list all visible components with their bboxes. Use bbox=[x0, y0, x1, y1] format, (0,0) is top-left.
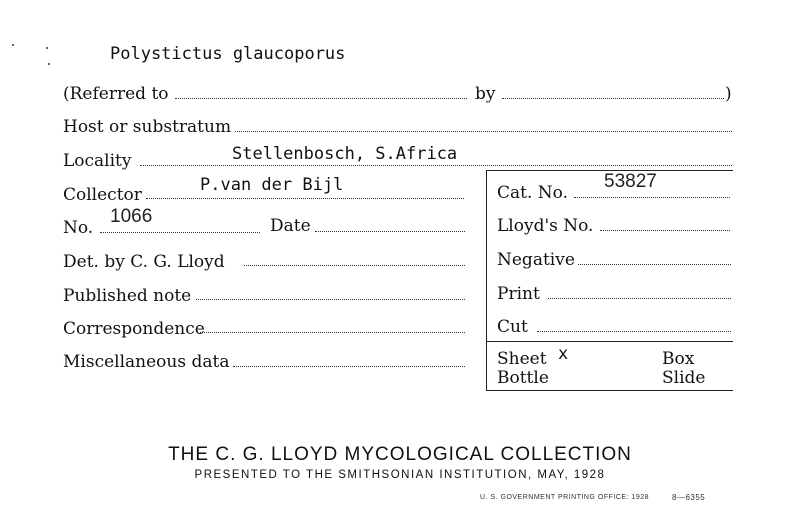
printing-office-note: U. S. GOVERNMENT PRINTING OFFICE: 1928 bbox=[480, 494, 650, 501]
speck-mark bbox=[46, 47, 48, 49]
lloyds-no-label: Lloyd's No. bbox=[497, 216, 594, 236]
misc-data-label: Miscellaneous data bbox=[63, 352, 230, 372]
box-divider bbox=[486, 341, 733, 342]
negative-label: Negative bbox=[497, 250, 575, 270]
close-paren: ) bbox=[725, 84, 732, 104]
correspondence-line bbox=[200, 332, 465, 333]
collector-value: P.van der Bijl bbox=[200, 175, 344, 195]
no-value: 1066 bbox=[110, 206, 153, 227]
collector-label: Collector bbox=[63, 185, 142, 205]
negative-line bbox=[578, 264, 731, 265]
locality-value: Stellenbosch, S.Africa bbox=[232, 144, 458, 164]
correspondence-label: Correspondence bbox=[63, 319, 205, 339]
box-left-border bbox=[486, 170, 487, 390]
by-label: by bbox=[475, 84, 496, 104]
box-label: Box bbox=[662, 349, 695, 369]
cut-label: Cut bbox=[497, 317, 528, 337]
host-line bbox=[235, 131, 732, 132]
speck-mark bbox=[12, 44, 14, 46]
print-label: Print bbox=[497, 284, 540, 304]
published-note-line bbox=[196, 299, 465, 300]
cat-no-value: 53827 bbox=[604, 171, 657, 192]
form-number: 8—6355 bbox=[672, 493, 706, 502]
host-label: Host or substratum bbox=[63, 117, 232, 137]
date-label: Date bbox=[270, 216, 311, 236]
lloyds-no-line bbox=[600, 230, 730, 231]
species-name: Polystictus glaucoporus bbox=[110, 44, 346, 64]
bottle-label: Bottle bbox=[497, 368, 549, 388]
date-line bbox=[315, 231, 465, 232]
cat-no-label: Cat. No. bbox=[497, 183, 568, 203]
no-label: No. bbox=[63, 218, 94, 238]
speck-mark bbox=[48, 63, 50, 65]
referred-to-label: (Referred to bbox=[63, 84, 169, 104]
box-bottom-border bbox=[486, 390, 733, 391]
collector-line bbox=[146, 198, 464, 199]
by-line bbox=[502, 98, 724, 99]
no-line bbox=[100, 232, 260, 233]
det-by-line bbox=[244, 265, 465, 266]
misc-data-line bbox=[233, 366, 465, 367]
slide-label: Slide bbox=[662, 368, 706, 388]
locality-label: Locality bbox=[63, 151, 132, 171]
collection-title: THE C. G. LLOYD MYCOLOGICAL COLLECTION bbox=[168, 444, 632, 465]
sheet-mark: x bbox=[558, 344, 569, 364]
cut-line bbox=[537, 331, 731, 332]
referred-to-line bbox=[175, 98, 467, 99]
sheet-label: Sheet bbox=[497, 349, 547, 369]
locality-line bbox=[140, 165, 732, 166]
det-by-label: Det. by C. G. Lloyd bbox=[63, 252, 225, 272]
cat-no-line bbox=[574, 197, 730, 198]
print-line bbox=[548, 298, 731, 299]
published-note-label: Published note bbox=[63, 286, 192, 306]
collection-subtitle: PRESENTED TO THE SMITHSONIAN INSTITUTION, MAY, 1928 bbox=[194, 469, 606, 481]
